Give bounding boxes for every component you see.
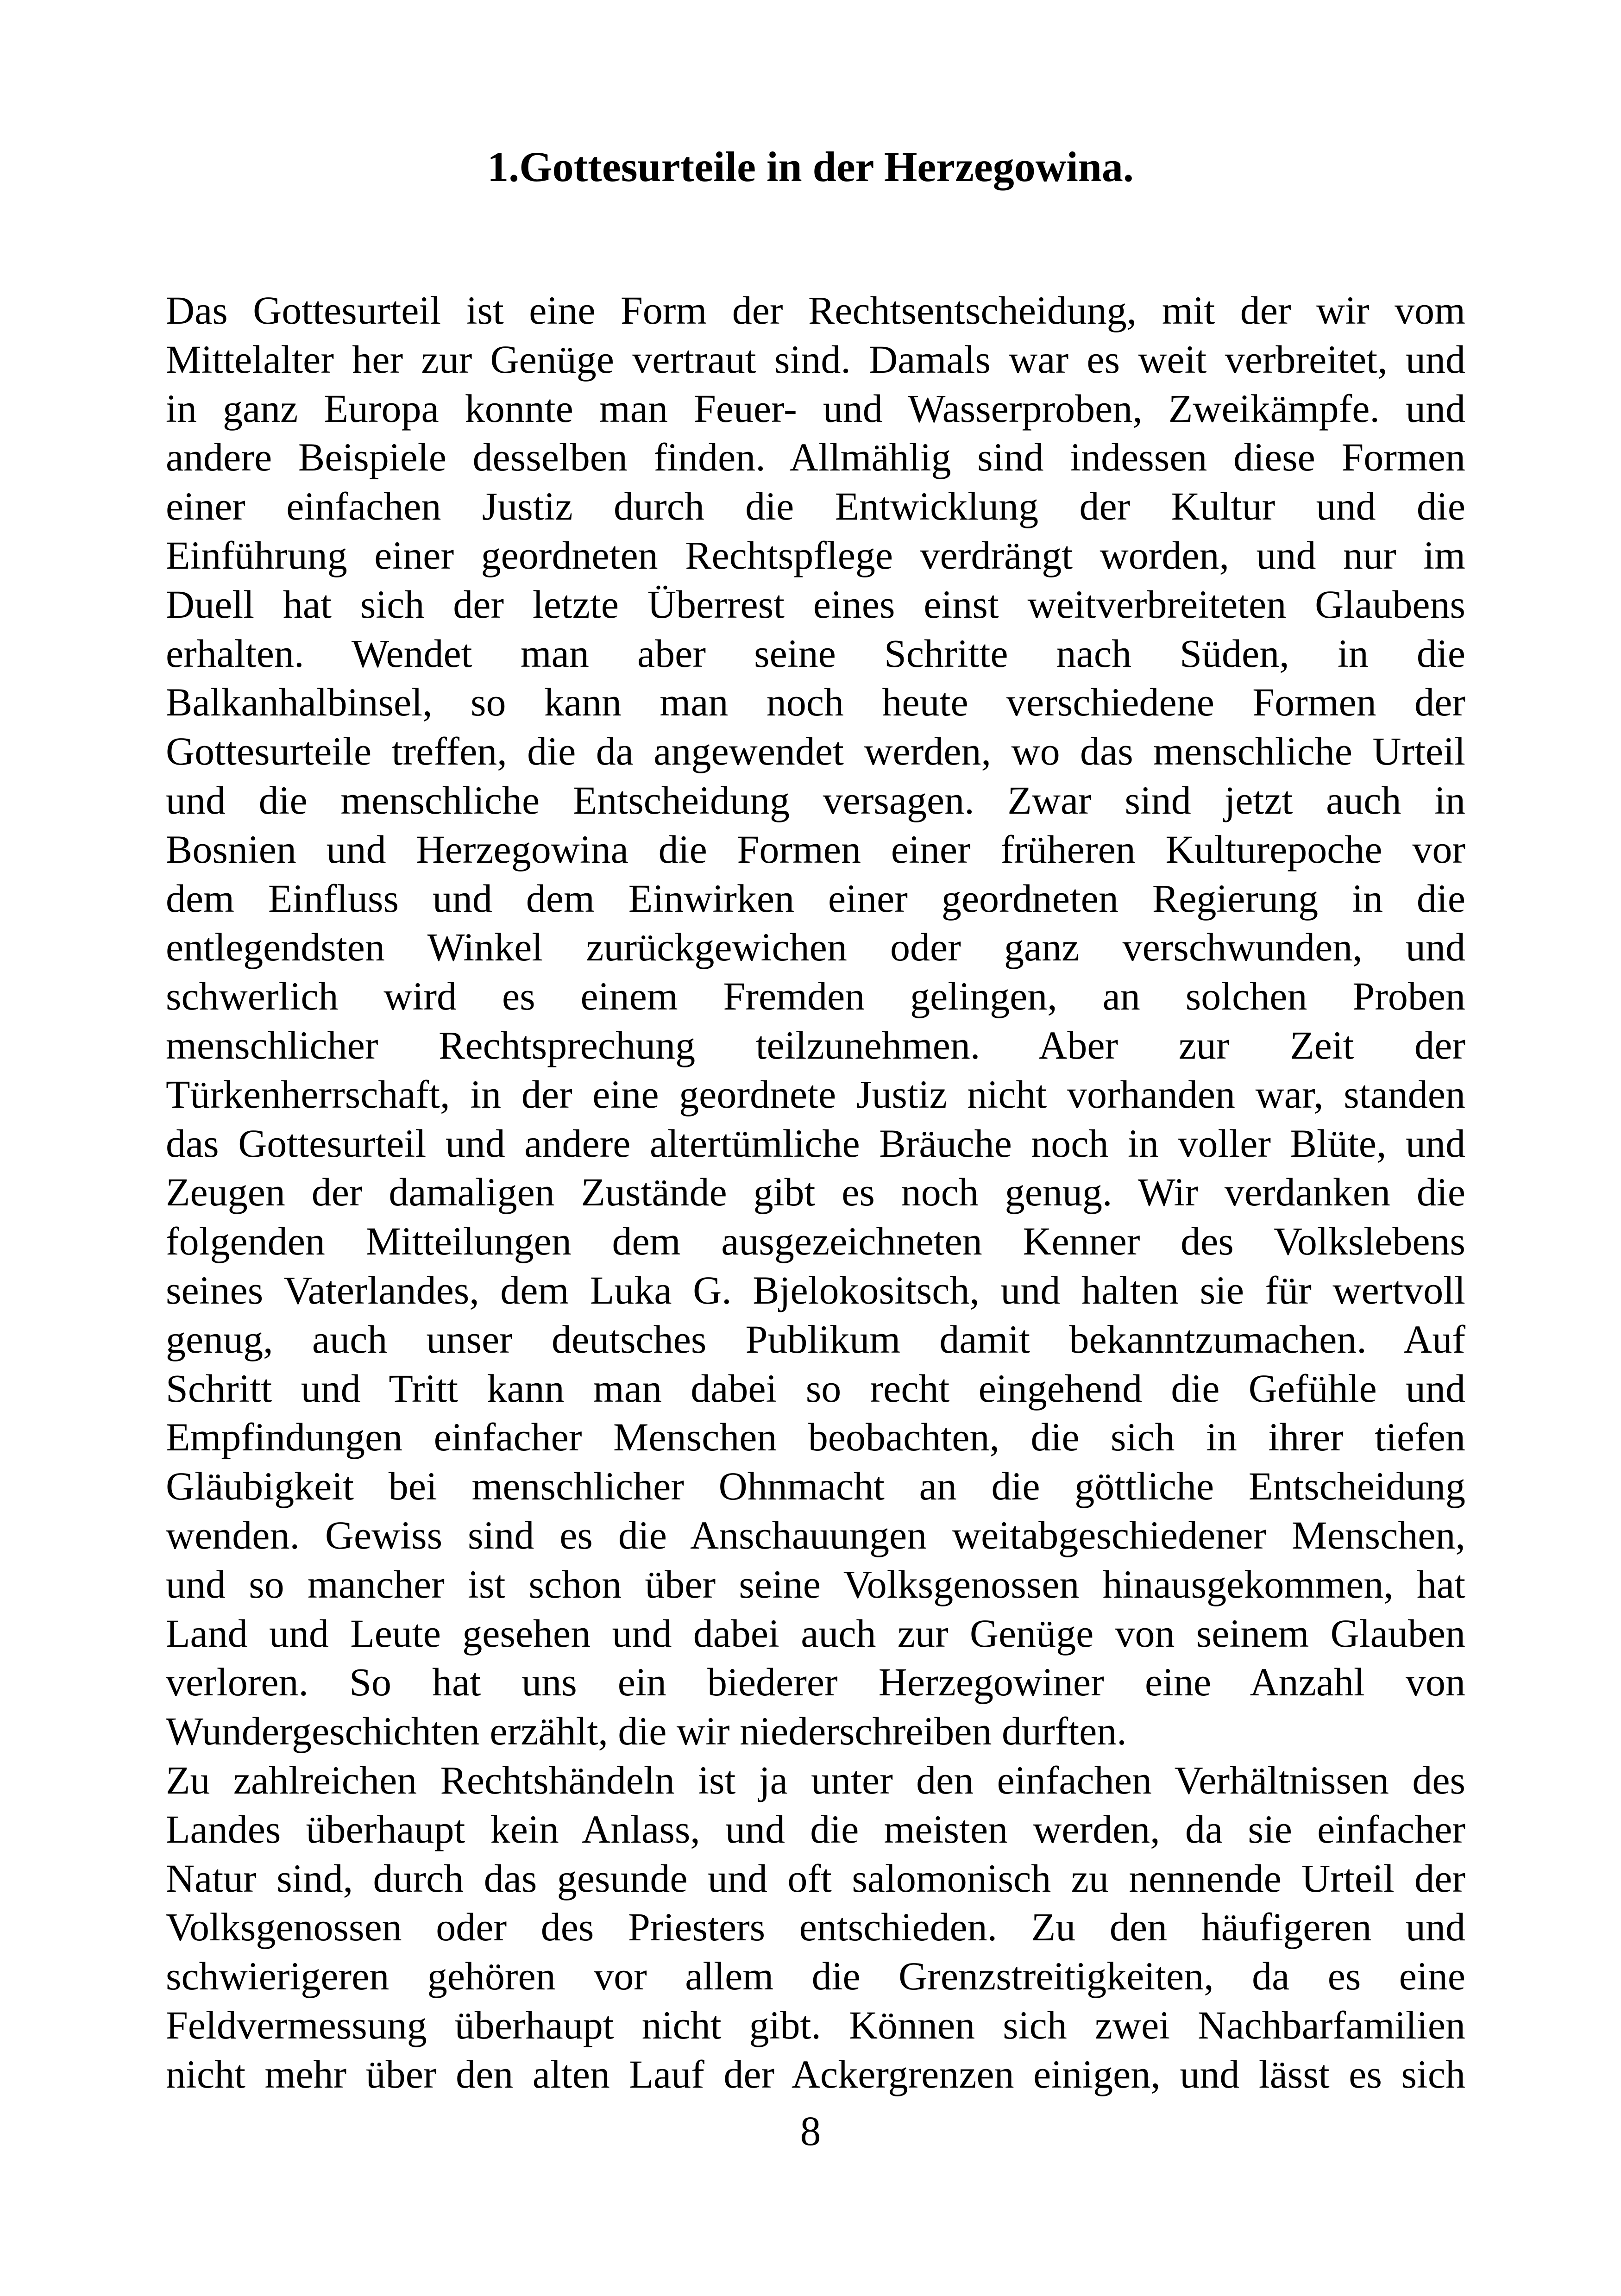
text-line: Land und Leute gesehen und dabei auch zur Genüge von seinem Glauben (166, 1611, 1465, 1656)
text-line: nicht mehr über den alten Lauf der Ackergrenzen einigen, und lässt es sich (166, 2051, 1465, 2096)
text-line: einer einfachen Justiz durch die Entwicklung der Kultur und die (166, 484, 1465, 529)
text-line: Bosnien und Herzegowina die Formen einer früheren Kulturepoche vor (166, 827, 1465, 872)
text-line: dem Einfluss und dem Einwirken einer geordneten Regierung in die (166, 876, 1465, 921)
text-line: genug, auch unser deutsches Publikum damit bekanntzumachen. Auf (166, 1317, 1465, 1361)
text-line: das Gottesurteil und andere altertümliche Bräuche noch in voller Blüte, und (166, 1121, 1465, 1166)
body-text (166, 286, 1465, 2099)
chapter-title: 1.Gottesurteile in der Herzegowina. (487, 143, 1134, 190)
text-line: wenden. Gewiss sind es die Anschauungen weitabgeschiedener Menschen, (166, 1512, 1465, 1557)
text-line: entlegendsten Winkel zurückgewichen oder ganz verschwunden, und (166, 925, 1465, 970)
text-line: Einführung einer geordneten Rechtspflege verdrängt worden, und nur im (166, 533, 1465, 577)
text-line: seines Vaterlandes, dem Luka G. Bjelokositsch, und halten sie für wertvoll (166, 1267, 1465, 1312)
paragraph-1 (166, 286, 1465, 1756)
paragraph-2 (166, 1756, 1465, 2099)
text-line: menschlicher Rechtsprechung teilzunehmen. Aber zur Zeit der (166, 1023, 1465, 1067)
text-line: und die menschliche Entscheidung versagen. Zwar sind jetzt auch in (166, 778, 1465, 822)
text-line: Gottesurteile treffen, die da angewendet werden, wo das menschliche Urteil (166, 729, 1465, 774)
text-line: schwierigeren gehören vor allem die Grenzstreitigkeiten, da es eine (166, 1954, 1465, 1999)
text-line: andere Beispiele desselben finden. Allmählig sind indessen diese Formen (166, 435, 1465, 480)
text-line: Natur sind, durch das gesunde und oft salomonisch zu nennende Urteil der (166, 1856, 1465, 1901)
text-line: Feldvermessung überhaupt nicht gibt. Können sich zwei Nachbarfamilien (166, 2002, 1465, 2047)
text-line: Empfindungen einfacher Menschen beobachten, die sich in ihrer tiefen (166, 1415, 1465, 1460)
text-line: und so mancher ist schon über seine Volksgenossen hinausgekommen, hat (166, 1562, 1465, 1606)
text-line: Duell hat sich der letzte Überrest eines einst weitverbreiteten Glaubens (166, 582, 1465, 627)
text-line: verloren. So hat uns ein biederer Herzegowiner eine Anzahl von (166, 1660, 1465, 1705)
page-number: 8 (800, 2108, 821, 2154)
text-line: erhalten. Wendet man aber seine Schritte nach Süden, in die (166, 631, 1465, 676)
text-line: Volksgenossen oder des Priesters entschieden. Zu den häufigeren und (166, 1905, 1465, 1950)
text-line: Landes überhaupt kein Anlass, und die meisten werden, da sie einfacher (166, 1807, 1465, 1851)
text-line: Das Gottesurteil ist eine Form der Rechtsentscheidung, mit der wir vom (166, 288, 1465, 332)
text-line: folgenden Mitteilungen dem ausgezeichneten Kenner des Volkslebens (166, 1219, 1465, 1264)
text-line: Mittelalter her zur Genüge vertraut sind. Damals war es weit verbreitet, und (166, 337, 1465, 382)
text-line: Balkanhalbinsel, so kann man noch heute verschiedene Formen der (166, 680, 1465, 725)
text-line: Zu zahlreichen Rechtshändeln ist ja unter den einfachen Verhältnissen des (166, 1757, 1465, 1802)
text-line: Schritt und Tritt kann man dabei so recht eingehend die Gefühle und (166, 1366, 1465, 1411)
text-line: Wundergeschichten erzählt, die wir niederschreiben durften. (166, 1709, 1127, 1754)
text-line: Türkenherrschaft, in der eine geordnete Justiz nicht vorhanden war, standen (166, 1072, 1465, 1117)
text-line: schwerlich wird es einem Fremden gelingen, an solchen Proben (166, 974, 1465, 1019)
text-line: Gläubigkeit bei menschlicher Ohnmacht an die göttliche Entscheidung (166, 1464, 1465, 1509)
text-line: in ganz Europa konnte man Feuer- und Wasserproben, Zweikämpfe. und (166, 386, 1465, 431)
text-line: Zeugen der damaligen Zustände gibt es noch genug. Wir verdanken die (166, 1170, 1465, 1215)
